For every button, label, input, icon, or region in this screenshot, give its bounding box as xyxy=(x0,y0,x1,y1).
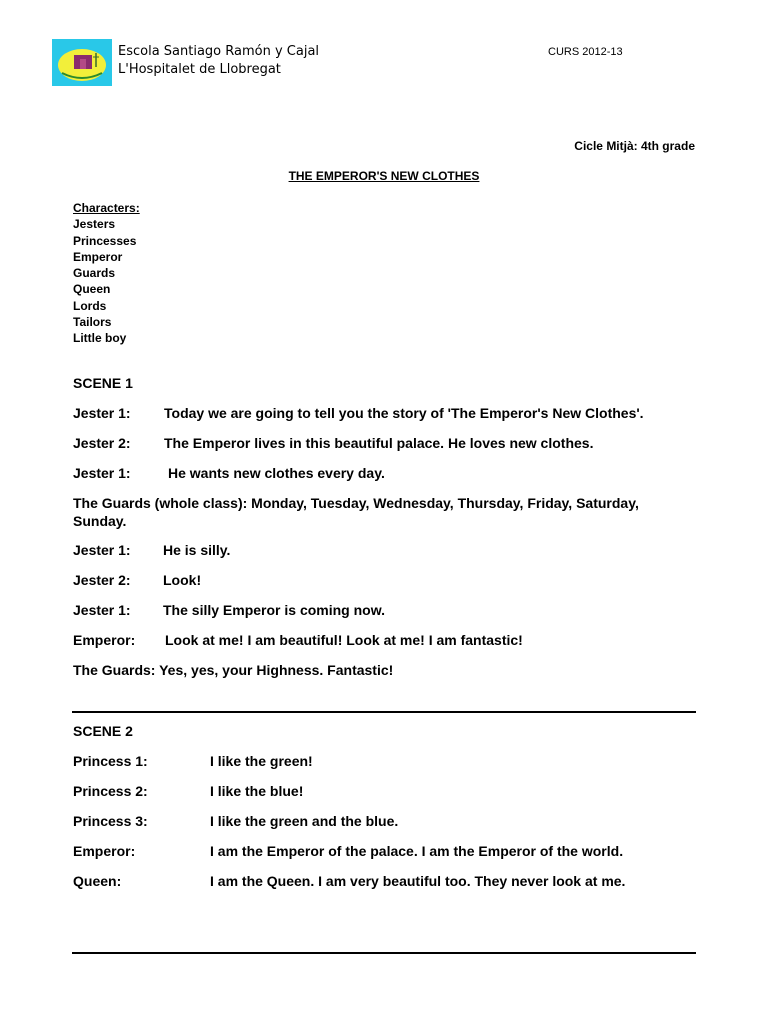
character-item: Guards xyxy=(73,266,116,281)
dialogue-line xyxy=(73,572,201,588)
dialogue-text: Today we are going to tell you the story of 'The Emperor's New Clothes'. xyxy=(164,405,644,421)
speaker: Jester 2: xyxy=(73,572,131,588)
school-name: Escola Santiago Ramón y Cajal xyxy=(118,44,320,59)
dialogue-text: He wants new clothes every day. xyxy=(168,465,385,481)
dialogue-text: The Emperor lives in this beautiful palace. He loves new clothes. xyxy=(164,435,594,451)
cycle-grade: Cicle Mitjà: 4th grade xyxy=(574,139,695,153)
speaker: Jester 1: xyxy=(73,542,131,558)
school-city: L'Hospitalet de Llobregat xyxy=(118,62,281,77)
scene-1-title: SCENE 1 xyxy=(73,375,133,391)
dialogue-line xyxy=(73,465,385,481)
school-logo xyxy=(52,39,112,86)
speaker: Jester 2: xyxy=(73,435,131,451)
dialogue-line xyxy=(73,783,303,799)
school-header xyxy=(118,43,319,79)
speaker: Princess 3: xyxy=(73,813,148,829)
dialogue-text: Look at me! I am beautiful! Look at me! I am fantastic! xyxy=(165,632,523,648)
character-item: Little boy xyxy=(73,331,127,346)
dialogue-line xyxy=(73,494,683,530)
course-year: CURS 2012-13 xyxy=(548,46,623,58)
divider xyxy=(72,711,696,713)
dialogue-text: The silly Emperor is coming now. xyxy=(163,602,385,618)
speaker: The Guards (whole class): xyxy=(73,495,248,511)
dialogue-line xyxy=(73,542,230,558)
speaker: Jester 1: xyxy=(73,405,131,421)
speaker: The Guards: xyxy=(73,662,156,678)
character-item: Princesses xyxy=(73,233,137,248)
character-item: Emperor xyxy=(73,249,123,264)
dialogue-text: Yes, yes, your Highness. Fantastic! xyxy=(159,662,394,678)
dialogue-line xyxy=(73,602,385,618)
dialogue-text: Monday, Tuesday, Wednesday, Thursday, Friday, Saturday, Sunday. xyxy=(73,495,639,529)
dialogue-text: I like the green! xyxy=(210,753,313,769)
dialogue-line xyxy=(73,843,623,859)
dialogue-text: I like the green and the blue. xyxy=(210,813,399,829)
speaker: Emperor: xyxy=(73,632,136,648)
dialogue-line xyxy=(73,632,523,648)
dialogue-line xyxy=(73,753,313,769)
divider xyxy=(72,952,696,954)
document-title: THE EMPEROR'S NEW CLOTHES xyxy=(288,169,480,183)
character-item: Tailors xyxy=(73,315,112,330)
dialogue-text: He is silly. xyxy=(163,542,231,558)
speaker: Princess 2: xyxy=(73,783,148,799)
speaker: Emperor: xyxy=(73,843,136,859)
dialogue-text: I am the Emperor of the palace. I am the Emperor of the world. xyxy=(210,843,624,859)
dialogue-line xyxy=(73,662,393,678)
speaker: Princess 1: xyxy=(73,753,148,769)
character-item: Jesters xyxy=(73,217,116,232)
character-item: Lords xyxy=(73,298,107,313)
scene-2-title: SCENE 2 xyxy=(73,723,133,739)
speaker: Jester 1: xyxy=(73,602,131,618)
characters-list xyxy=(73,200,140,347)
dialogue-line xyxy=(73,405,644,421)
speaker: Queen: xyxy=(73,873,122,889)
dialogue-line xyxy=(73,813,398,829)
dialogue-line xyxy=(73,873,625,889)
character-item: Queen xyxy=(73,282,111,297)
speaker: Jester 1: xyxy=(73,465,131,481)
dialogue-text: I am the Queen. I am very beautiful too. They never look at me. xyxy=(210,873,626,889)
characters-heading: Characters: xyxy=(73,201,140,215)
dialogue-text: I like the blue! xyxy=(210,783,304,799)
dialogue-line xyxy=(73,435,593,451)
dialogue-text: Look! xyxy=(163,572,202,588)
